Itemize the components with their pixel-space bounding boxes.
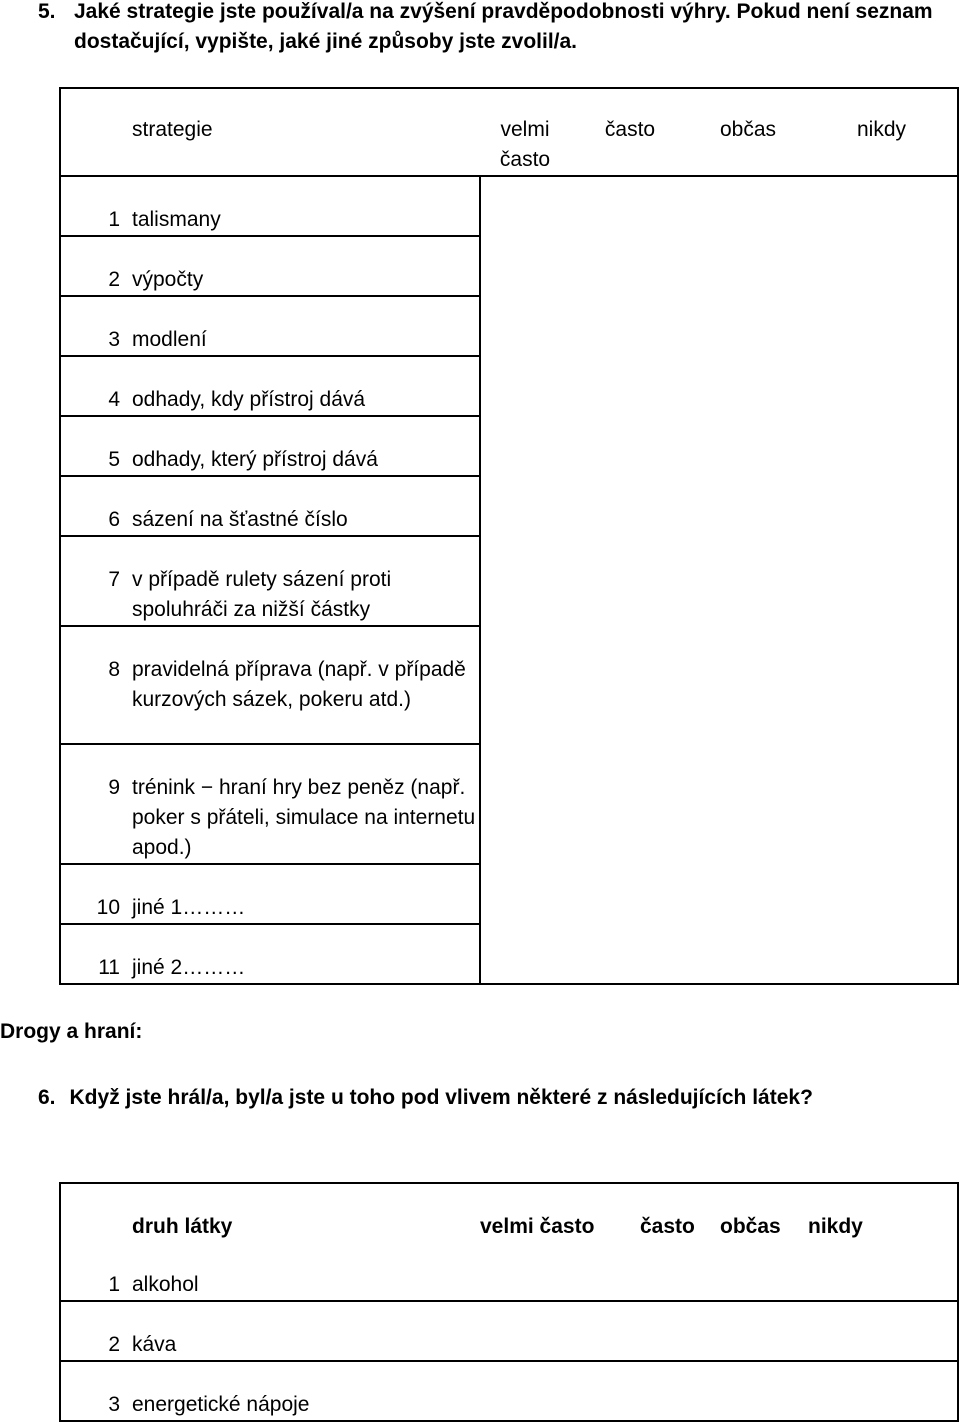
answer-cell[interactable]: [806, 476, 958, 536]
answer-cell[interactable]: [570, 176, 690, 236]
row-label-cell: [120, 356, 480, 416]
answer-cell[interactable]: [470, 1242, 630, 1301]
answer-cell[interactable]: [798, 1301, 958, 1361]
answer-cell[interactable]: [570, 476, 690, 536]
header-label: strategie: [132, 118, 213, 141]
answer-cell[interactable]: [690, 864, 806, 924]
answer-cell[interactable]: [470, 1361, 630, 1421]
answer-cell[interactable]: [806, 236, 958, 296]
answer-cell[interactable]: [630, 1242, 710, 1301]
answer-cell[interactable]: [690, 476, 806, 536]
answer-cell[interactable]: [570, 236, 690, 296]
row-label: energetické nápoje: [132, 1393, 310, 1416]
section-title: Drogy a hraní:: [0, 1020, 143, 1043]
header-cell: [630, 1183, 710, 1242]
answer-cell[interactable]: [480, 626, 570, 744]
question-number: 5.: [38, 0, 56, 23]
row-number-cell: [60, 1361, 120, 1421]
answer-cell[interactable]: [480, 356, 570, 416]
header-cell: [570, 88, 690, 176]
row-label: trénink − hraní hry bez peněz (např. poker s přáteli, simulace na internetu apod.): [132, 776, 476, 859]
header-cell-index: [60, 88, 120, 176]
row-number-cell: [60, 1301, 120, 1361]
row-label: v případě rulety sázení proti spoluhráči za nižší částky: [132, 568, 392, 621]
row-label-cell: [120, 536, 480, 626]
answer-cell[interactable]: [570, 924, 690, 984]
row-number-cell: [60, 476, 120, 536]
answer-cell[interactable]: [690, 416, 806, 476]
row-label: odhady, který přístroj dává: [132, 448, 378, 471]
table-row: [60, 356, 958, 416]
row-number-cell: [60, 236, 120, 296]
row-label: pravidelná příprava (např. v případě kurzových sázek, pokeru atd.): [132, 658, 466, 711]
row-number-cell: [60, 924, 120, 984]
answer-cell[interactable]: [806, 296, 958, 356]
row-label-cell: [120, 1301, 470, 1361]
answer-cell[interactable]: [690, 236, 806, 296]
header-label: velmi často: [480, 1215, 595, 1238]
answer-cell[interactable]: [570, 626, 690, 744]
question-6: [38, 1083, 813, 1113]
row-number-cell: [60, 296, 120, 356]
answer-cell[interactable]: [480, 924, 570, 984]
row-label: modlení: [132, 328, 207, 351]
header-cell-index: [60, 1183, 120, 1242]
row-number: 2: [108, 268, 120, 291]
answer-cell[interactable]: [806, 536, 958, 626]
header-cell: [710, 1183, 798, 1242]
table-row: [60, 1361, 958, 1421]
row-label: sázení na šťastné číslo: [132, 508, 348, 531]
row-label-cell: [120, 744, 480, 864]
answer-cell[interactable]: [690, 296, 806, 356]
header-cell: [798, 1183, 958, 1242]
row-number-cell: [60, 176, 120, 236]
table-row: [60, 864, 958, 924]
row-label: talismany: [132, 208, 221, 231]
header-cell: [806, 88, 958, 176]
answer-cell[interactable]: [570, 416, 690, 476]
answer-cell[interactable]: [570, 536, 690, 626]
answer-cell[interactable]: [710, 1361, 798, 1421]
row-number: 8: [108, 658, 120, 681]
row-number: 1: [108, 1273, 120, 1296]
row-label-cell: [120, 864, 480, 924]
answer-cell[interactable]: [798, 1361, 958, 1421]
header-label: často: [604, 118, 656, 141]
header-label: občas: [719, 118, 777, 141]
table-row: [60, 744, 958, 864]
row-number-cell: [60, 416, 120, 476]
row-number-cell: [60, 356, 120, 416]
row-number: 11: [98, 956, 120, 979]
answer-cell[interactable]: [806, 356, 958, 416]
header-label: nikdy: [808, 1215, 863, 1238]
table-header-row: [60, 88, 958, 176]
row-label-cell: [120, 626, 480, 744]
header-cell: [470, 1183, 630, 1242]
header-label: nikdy: [856, 118, 907, 141]
answer-cell[interactable]: [480, 864, 570, 924]
question-number: 6.: [38, 1086, 56, 1109]
answer-cell[interactable]: [480, 476, 570, 536]
table-row: [60, 236, 958, 296]
answer-cell[interactable]: [480, 296, 570, 356]
answer-cell[interactable]: [710, 1242, 798, 1301]
row-label-cell: [120, 176, 480, 236]
answer-cell[interactable]: [690, 176, 806, 236]
table-row: [60, 476, 958, 536]
header-cell: [480, 88, 570, 176]
row-label: jiné 2………: [132, 956, 246, 979]
row-label: jiné 1………: [132, 896, 246, 919]
answer-cell[interactable]: [480, 744, 570, 864]
answer-cell[interactable]: [806, 176, 958, 236]
answer-cell[interactable]: [806, 626, 958, 744]
answer-cell[interactable]: [806, 924, 958, 984]
table-header-row: [60, 1183, 958, 1242]
answer-cell[interactable]: [690, 536, 806, 626]
answer-cell[interactable]: [570, 864, 690, 924]
row-number-cell: [60, 536, 120, 626]
row-number: 3: [108, 328, 120, 351]
row-number: 9: [108, 776, 120, 799]
row-number: 7: [108, 568, 120, 591]
answer-cell[interactable]: [570, 356, 690, 416]
answer-cell[interactable]: [480, 536, 570, 626]
row-label: výpočty: [132, 268, 204, 291]
row-label-cell: [120, 416, 480, 476]
answer-cell[interactable]: [630, 1361, 710, 1421]
row-label-cell: [120, 296, 480, 356]
table-row: [60, 1242, 958, 1301]
row-label-cell: [120, 924, 480, 984]
header-label: občas: [720, 1215, 781, 1238]
answer-cell[interactable]: [480, 416, 570, 476]
row-label-cell: [120, 476, 480, 536]
answer-cell[interactable]: [806, 416, 958, 476]
strategy-table: [59, 87, 959, 985]
answer-cell[interactable]: [690, 924, 806, 984]
answer-cell[interactable]: [470, 1301, 630, 1361]
header-label: druh látky: [132, 1215, 233, 1238]
header-cell: [120, 1183, 470, 1242]
row-number: 2: [108, 1333, 120, 1356]
question-5: [38, 0, 938, 57]
substance-table: [59, 1182, 959, 1422]
answer-cell[interactable]: [806, 864, 958, 924]
row-label-cell: [120, 1361, 470, 1421]
answer-cell[interactable]: [806, 744, 958, 864]
row-number: 5: [108, 448, 120, 471]
answer-cell[interactable]: [570, 744, 690, 864]
answer-cell[interactable]: [480, 236, 570, 296]
header-label: velmi často: [499, 118, 551, 171]
row-label: odhady, kdy přístroj dává: [132, 388, 366, 411]
row-number-cell: [60, 864, 120, 924]
row-number-cell: [60, 626, 120, 744]
header-label: často: [640, 1215, 695, 1238]
answer-cell[interactable]: [690, 744, 806, 864]
table-row: [60, 536, 958, 626]
table-row: [60, 296, 958, 356]
header-cell: [690, 88, 806, 176]
table-row: [60, 626, 958, 744]
row-label: káva: [132, 1333, 177, 1356]
row-number-cell: [60, 744, 120, 864]
table-row: [60, 176, 958, 236]
table-row: [60, 416, 958, 476]
answer-cell[interactable]: [630, 1301, 710, 1361]
answer-cell[interactable]: [480, 176, 570, 236]
answer-cell[interactable]: [690, 626, 806, 744]
row-number: 10: [96, 896, 120, 919]
row-number: 4: [108, 388, 120, 411]
table-row: [60, 1301, 958, 1361]
row-number: 1: [108, 208, 120, 231]
answer-cell[interactable]: [690, 356, 806, 416]
answer-cell[interactable]: [710, 1301, 798, 1361]
answer-cell[interactable]: [570, 296, 690, 356]
header-cell: [120, 88, 480, 176]
question-text: Když jste hrál/a, byl/a jste u toho pod vlivem některé z následujících látek?: [69, 1086, 813, 1109]
row-label: alkohol: [132, 1273, 199, 1296]
row-label-cell: [120, 1242, 470, 1301]
question-text: Jaké strategie jste používal/a na zvýšení pravděpodobnosti výhry. Pokud není seznam dostačující, vypište, jaké jiné způsoby jste zvolil/a.: [74, 0, 933, 53]
row-label-cell: [120, 236, 480, 296]
row-number: 3: [108, 1393, 120, 1416]
row-number: 6: [108, 508, 120, 531]
table-row: [60, 924, 958, 984]
row-number-cell: [60, 1242, 120, 1301]
answer-cell[interactable]: [798, 1242, 958, 1301]
